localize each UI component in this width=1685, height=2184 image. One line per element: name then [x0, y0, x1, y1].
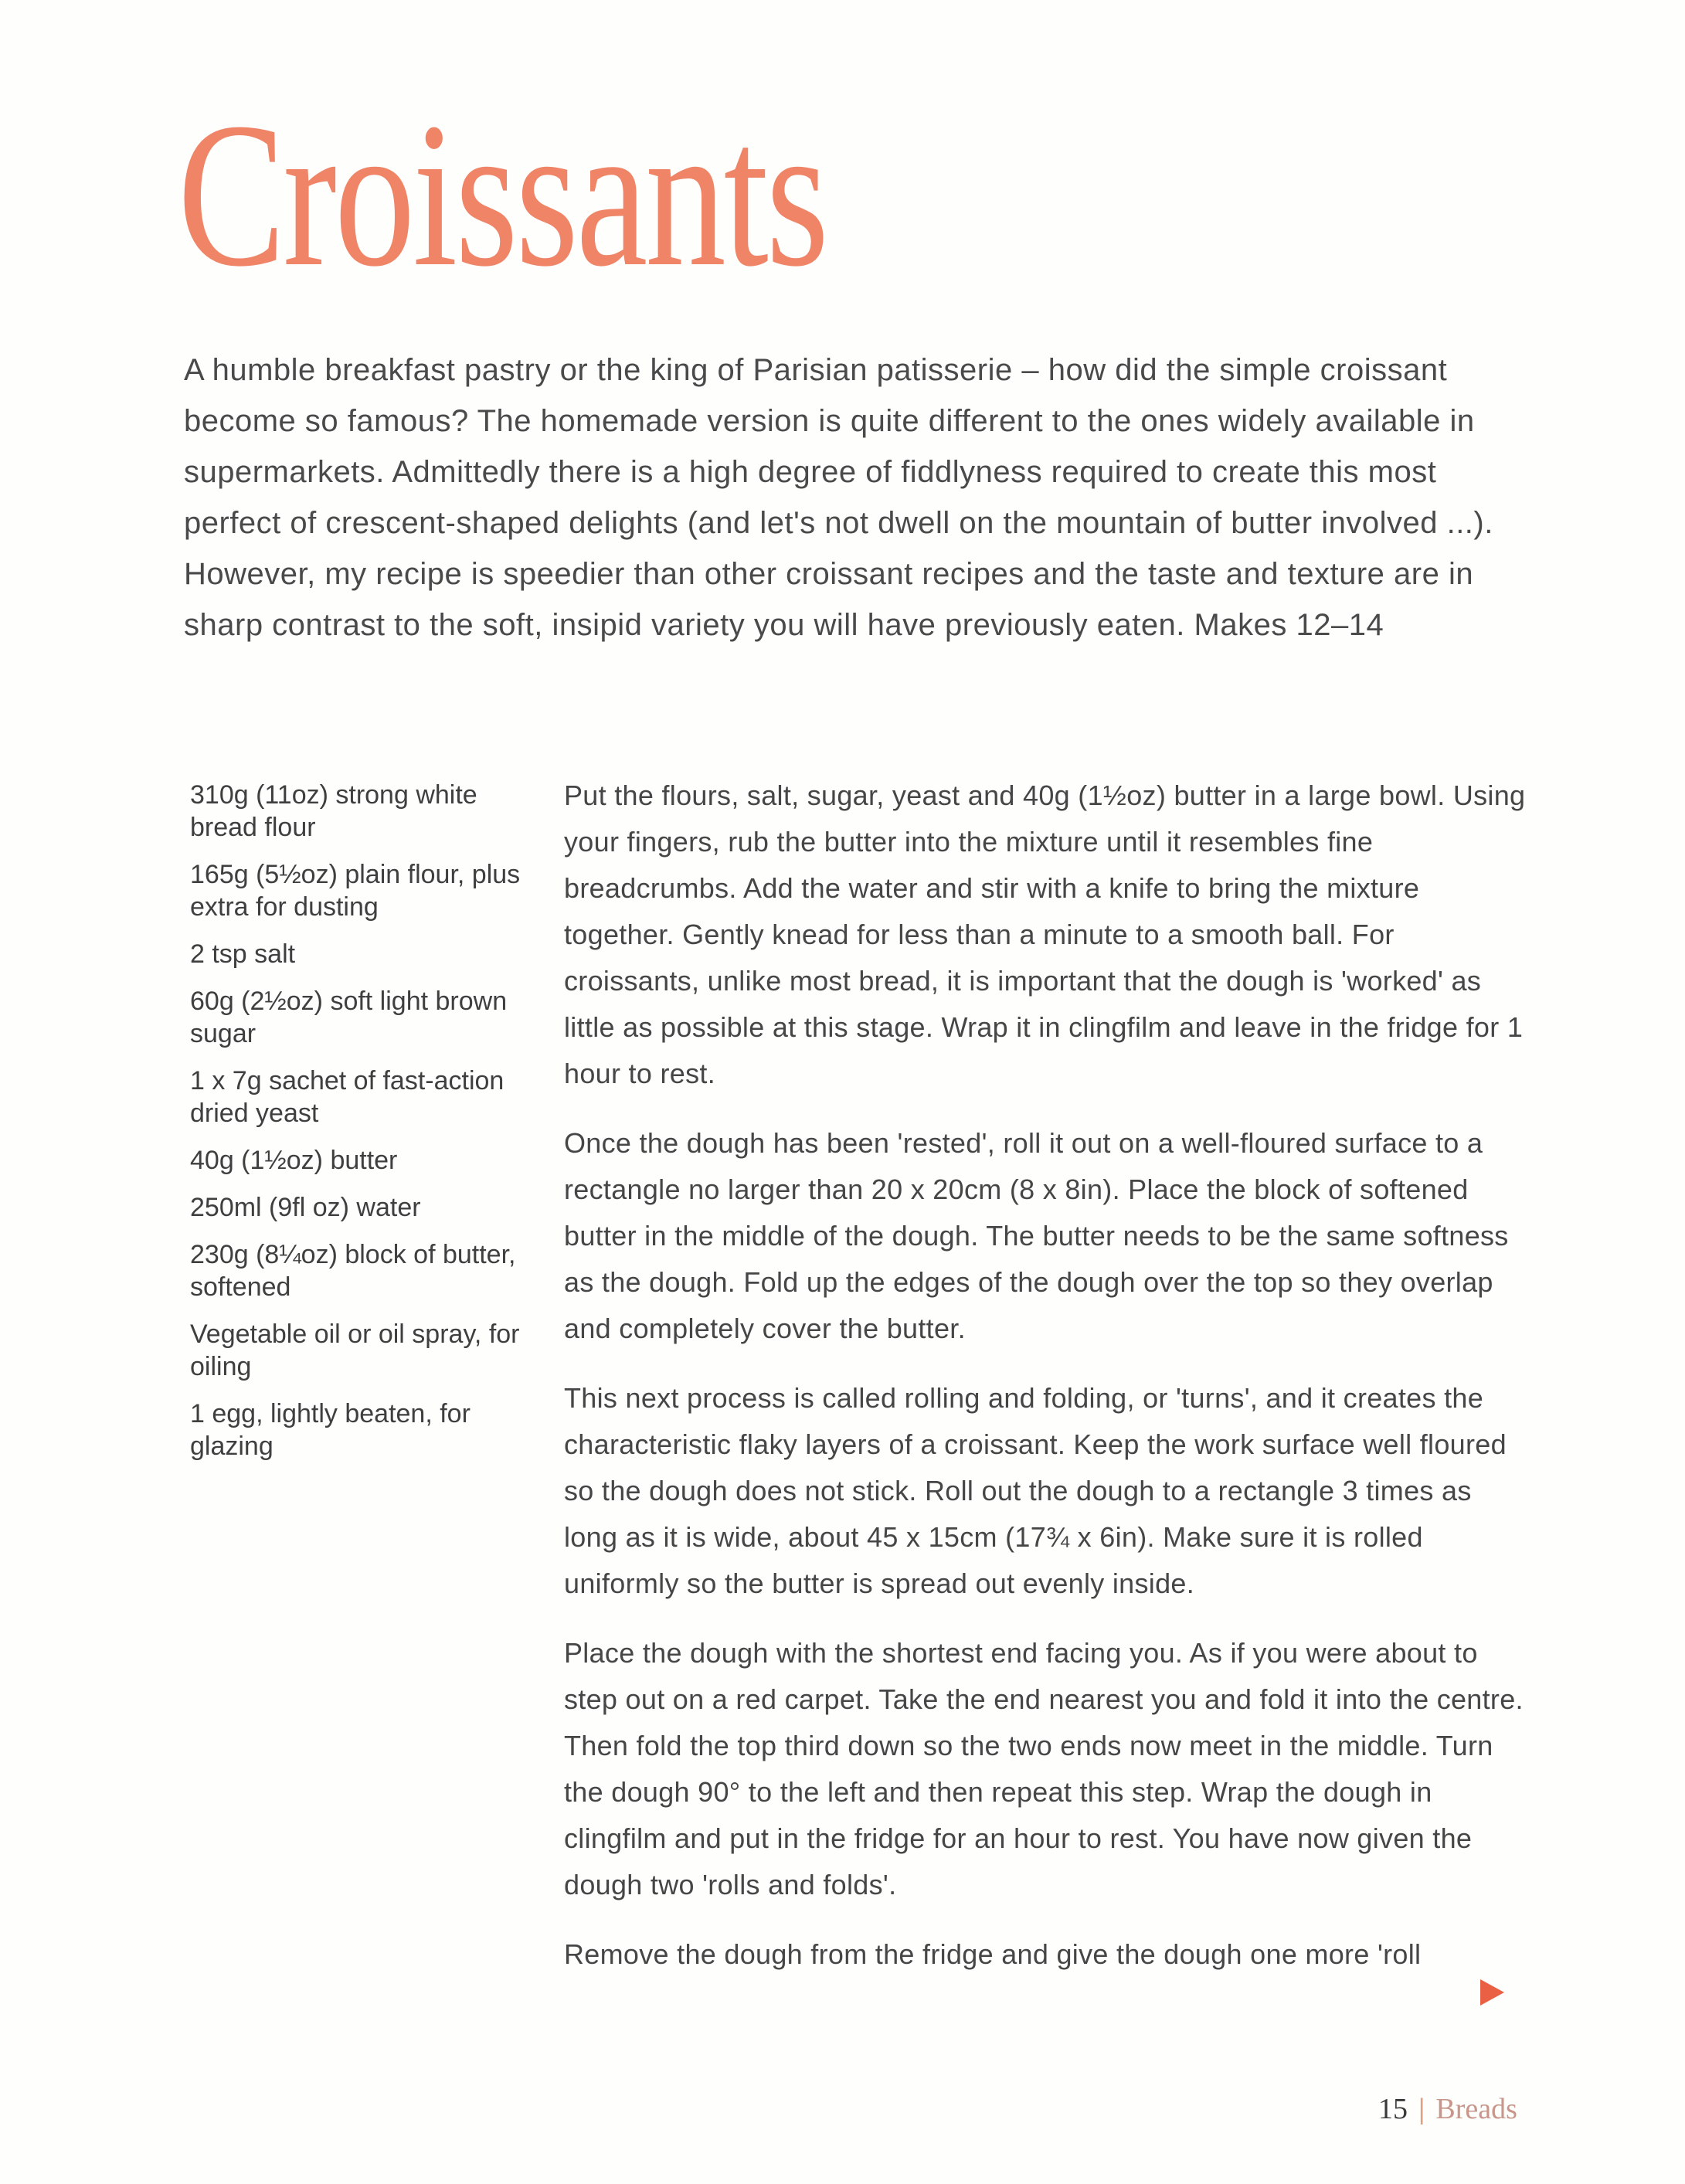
- ingredient-item: 60g (2½oz) soft light brown sugar: [190, 987, 508, 1048]
- instruction-paragraph: Once the dough has been 'rested', roll it out on a well-floured surface to a rectangle no larger than 20 x 20cm (8 x 8in). Place the block of softened butter in the middle of the dough. The butter needs to be the same softness as the dough. Fold up the edges of the dough over the top so they overlap and completely cover the butter.: [564, 1127, 1509, 1344]
- page-footer: [1378, 2092, 1517, 2128]
- ingredient-item: 2 tsp salt: [190, 939, 296, 969]
- section-label: Breads: [1435, 2093, 1517, 2125]
- page-number: 15: [1378, 2093, 1408, 2125]
- instruction-paragraph: Remove the dough from the fridge and give the dough one more 'roll: [564, 1938, 1422, 1970]
- ingredient-item: 1 egg, lightly beaten, for glazing: [190, 1399, 471, 1461]
- ingredient-item: 230g (8¼oz) block of butter, softened: [190, 1240, 516, 1302]
- intro-paragraph: A humble breakfast pastry or the king of Parisian patisserie – how did the simple croissant become so famous? The homemade version is quite different to the ones widely available in supermarkets. Admittedly there is a high degree of fiddlyness required to create this most perfect of crescent-shaped delights (and let's not dwell on the mountain of butter involved ...). However, my recipe is speedier than other croissant recipes and the taste and texture are in sharp contrast to the soft, insipid variety you will have previously eaten. Makes 12–14: [184, 353, 1493, 642]
- instruction-paragraph: Place the dough with the shortest end facing you. As if you were about to step out on a red carpet. Take the end nearest you and fold it into the centre. Then fold the top third down so the two ends now meet in the middle. Turn the dough 90° to the left and then repeat this step. Wrap the dough in clingfilm and put in the fridge for an hour to rest. You have now given the dough two 'rolls and folds'.: [564, 1637, 1524, 1900]
- instructions-column: [564, 773, 1530, 2001]
- ingredient-item: 165g (5½oz) plain flour, plus extra for dusting: [190, 860, 521, 922]
- instruction-paragraph: Put the flours, salt, sugar, yeast and 40g (1½oz) butter in a large bowl. Using your fingers, rub the butter into the mixture until it resembles fine breadcrumbs. Add the water and stir with a knife to bring the mixture together. Gently knead for less than a minute to a smooth ball. For croissants, unlike most bread, it is important that the dough is 'worked' as little as possible at this stage. Wrap it in clingfilm and leave in the fridge for 1 hour to rest.: [564, 780, 1526, 1089]
- page-title: Croissants: [178, 80, 827, 309]
- footer-separator: |: [1418, 2093, 1425, 2125]
- ingredient-item: 40g (1½oz) butter: [190, 1146, 398, 1175]
- ingredients-list: [190, 779, 524, 1477]
- instruction-paragraph: This next process is called rolling and folding, or 'turns', and it creates the characteristic flaky layers of a croissant. Keep the work surface well floured so the dough does not stick. Roll out the dough to a rectangle 3 times as long as it is wide, about 45 x 15cm (17¾ x 6in). Make sure it is rolled uniformly so the butter is spread out evenly inside.: [564, 1382, 1507, 1599]
- next-page-arrow-icon: [1480, 1979, 1504, 2006]
- ingredient-item: 250ml (9fl oz) water: [190, 1193, 421, 1222]
- ingredient-item: 1 x 7g sachet of fast-action dried yeast: [190, 1066, 504, 1128]
- ingredient-item: 310g (11oz) strong white bread flour: [190, 780, 477, 842]
- ingredient-item: Vegetable oil or oil spray, for oiling: [190, 1320, 520, 1381]
